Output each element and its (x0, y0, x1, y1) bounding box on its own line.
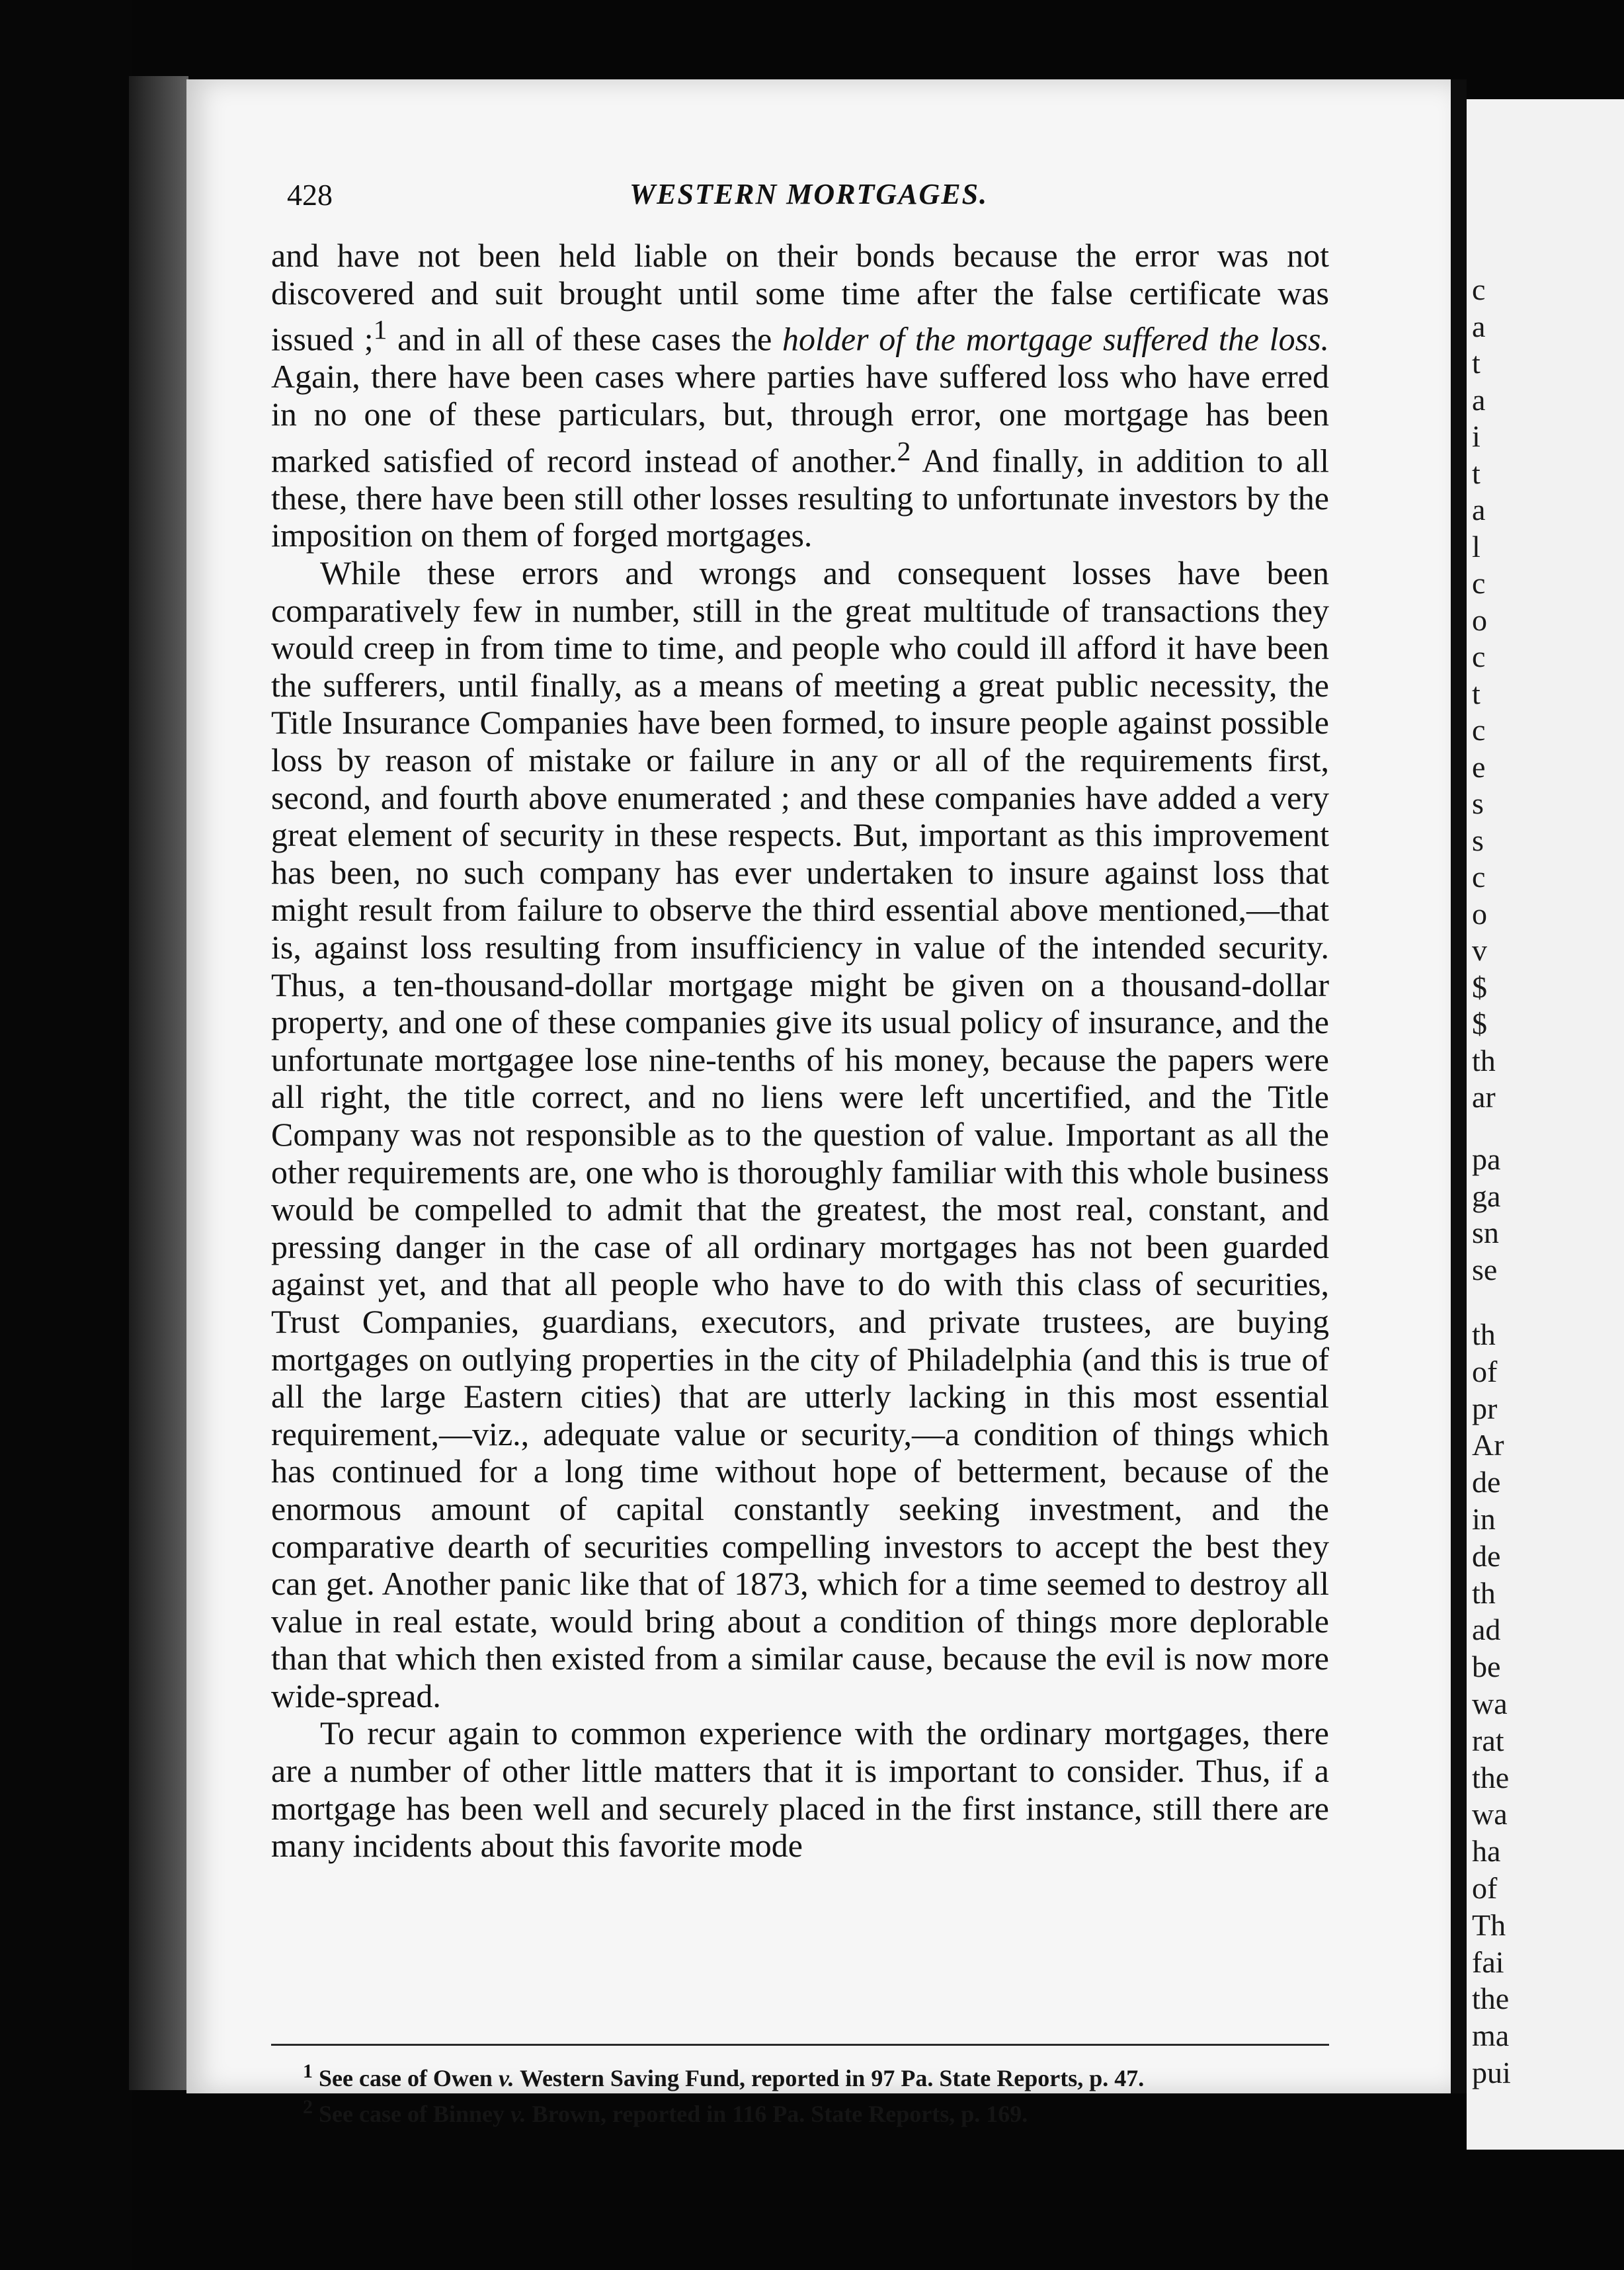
page-gutter (1451, 79, 1467, 2093)
text-run: and have not been held liable on their bonds because the error was not discovered and suit brought until some time after the false certificate was issued ; (271, 237, 1329, 358)
facing-page-line-start: wa (1472, 1797, 1508, 1831)
facing-page-line-start: $ (1472, 1007, 1487, 1040)
scan-background (0, 0, 132, 2270)
facing-page-line-start: c (1472, 273, 1486, 306)
facing-page-line-start: c (1472, 640, 1486, 673)
footnote-text: See case of Owen (319, 2065, 499, 2091)
facing-page-line-start: l (1472, 529, 1481, 564)
facing-page-line-start: c (1472, 860, 1486, 894)
facing-page-line-start: t (1472, 676, 1481, 710)
footnote-number: 2 (303, 2096, 313, 2118)
facing-page-line-start: be (1472, 1650, 1501, 1684)
facing-page-line-start: de (1472, 1538, 1501, 1573)
facing-page-line-start: pui (1472, 2056, 1511, 2089)
footnote-text: Western Saving Fund, reported in 97 Pa. State Reports, p. 47. (514, 2065, 1145, 2091)
facing-page-line-start: sn (1472, 1216, 1499, 1249)
facing-page-line-start: e (1472, 749, 1486, 784)
facing-page-line-start: of (1472, 1871, 1498, 1905)
footnote-divider (271, 2044, 1329, 2046)
footnote-number: 1 (303, 2060, 313, 2082)
facing-page-line-start: of (1472, 1354, 1498, 1388)
facing-page-line-start: ar (1472, 1080, 1496, 1114)
footnote-text: Brown, reported in 116 Pa. State Reports, p. 169. (526, 2101, 1028, 2127)
facing-page-line-start: the (1472, 1982, 1510, 2016)
facing-page-line-start: o (1472, 896, 1487, 931)
facing-page-line-start: c (1472, 566, 1486, 600)
facing-page-line-start: t (1472, 346, 1481, 380)
text-run: Again, there have been cases where parties have suffered loss who have erred in no one of these particulars, but, through error, one mortgage has been marked satisfied of record instead of another. (271, 358, 1329, 480)
facing-page-line-start: ma (1472, 2019, 1510, 2053)
facing-page-line-start: th (1472, 1318, 1496, 1351)
running-head (186, 177, 1451, 224)
italic-emphasis: holder of the mortgage suffered the loss. (782, 320, 1329, 358)
footnote-2 (271, 2093, 1329, 2128)
facing-page-line-start: th (1472, 1043, 1496, 1077)
facing-page-line-start: th (1472, 1576, 1496, 1610)
facing-page-line-start: a (1472, 382, 1486, 417)
facing-page-line-start: pr (1472, 1391, 1498, 1425)
page-number: 428 (287, 178, 333, 212)
running-head-title: WESTERN MORTGAGES. (629, 178, 989, 210)
facing-page-line-start: se (1472, 1252, 1498, 1286)
facing-page-line-start: $ (1472, 970, 1487, 1004)
facing-page-line-start: ad (1472, 1613, 1501, 1647)
facing-page-line-start: wa (1472, 1687, 1508, 1720)
text-run: and in all of these cases the (387, 320, 783, 358)
facing-page-line-start: t (1472, 456, 1481, 490)
footnote-marker-2: 2 (897, 436, 911, 467)
facing-page-line-start: a (1472, 309, 1486, 343)
book-spine (129, 76, 188, 2090)
facing-page-line-start: v (1472, 933, 1487, 967)
facing-page-line-start: i (1472, 419, 1481, 453)
facing-page-line-start: ha (1472, 1834, 1501, 1869)
facing-page-line-start: Th (1472, 1908, 1506, 1942)
facing-page-line-start: s (1472, 823, 1484, 857)
footnote-text: See case of Binney (319, 2101, 510, 2127)
facing-page-line-start: ga (1472, 1179, 1501, 1213)
facing-page-line-start: a (1472, 493, 1486, 526)
paragraph-3: To recur again to common experience with the ordinary mortgages, there are a number of other little matters that it is important to consider. Thus, if a mortgage has been well and securely placed in the first instance, still there are many incidents about this favorite mode (271, 1714, 1329, 1865)
body-text (271, 237, 1329, 1865)
facing-page-line-start: in (1472, 1502, 1496, 1536)
facing-page-line-start: s (1472, 786, 1484, 820)
paragraph-2: While these errors and wrongs and consequent losses have been comparatively few in number, still in the great multitude of transactions they would creep in from time to time, and people who could ill afford it have been the sufferers, until finally, as a means of meeting a great public necessity, the Title Insurance Companies have been formed, to insure people against possible loss by reason of mistake or failure in any or all of the requirements first, second, and fourth above enumerated ; and these companies have added a very great element of security in these respects. But, important as this improvement has been, no such company has ever undertaken to insure against loss that might result from failure to observe the third essential above mentioned,—that is, against loss resulting from insufficiency in value of the intended security. Thus, a ten-thousand-dollar mortgage might be given on a thousand-dollar property, and one of these companies give its usual policy of insurance, and the unfortunate mortgagee lose nine-tenths of his money, because the papers were all right, the title correct, and no liens were left uncertified, and the Title Company was not responsible as to the question of value. Important as all the other requirements are, one who is thoroughly familiar with this whole business would be compelled to admit that the greatest, the most real, constant, and pressing danger in the case of all ordinary mortgages has not been guarded against yet, and that all people who have to do with this class of securities, Trust Companies, guardians, executors, and private trustees, are buying mortgages on outlying properties in the city of Philadelphia (and this is true of all the large Eastern cities) that are utterly lacking in this most essential requirement,—viz., adequate value or security,—a condition of things which has continued for a long time without hope of betterment, because of the enormous amount of capital constantly seeking investment, and the comparative dearth of securities compelling investors to accept the best they can get. Another panic like that of 1873, which for a time seemed to destroy all value in real estate, would bring about a condition of things more deplorable than that which then existed from a similar cause, because the evil is now more wide-spread. (271, 554, 1329, 1714)
footnote-1 (271, 2057, 1329, 2093)
facing-page-line-start: de (1472, 1465, 1501, 1499)
facing-page-line-start: Ar (1472, 1428, 1504, 1462)
facing-page-line-start: pa (1472, 1142, 1501, 1176)
text-run: And finally, in addition to all these, there have been still other losses resulting to unfortunate investors by the imposition on them of forged mortgages. (271, 442, 1329, 554)
facing-page-line-start: the (1472, 1760, 1510, 1794)
facing-page-line-start: rat (1472, 1723, 1504, 1757)
footnote-versus: v. (498, 2065, 514, 2091)
footnotes (271, 2057, 1329, 2128)
facing-page-line-start: o (1472, 603, 1487, 637)
facing-page-line-start: fai (1472, 1945, 1504, 1979)
book-page (186, 79, 1451, 2127)
footnote-marker-1: 1 (373, 315, 387, 346)
footnote-versus: v. (510, 2101, 526, 2127)
facing-page-line-start: c (1472, 713, 1486, 747)
paragraph-1 (271, 237, 1329, 554)
